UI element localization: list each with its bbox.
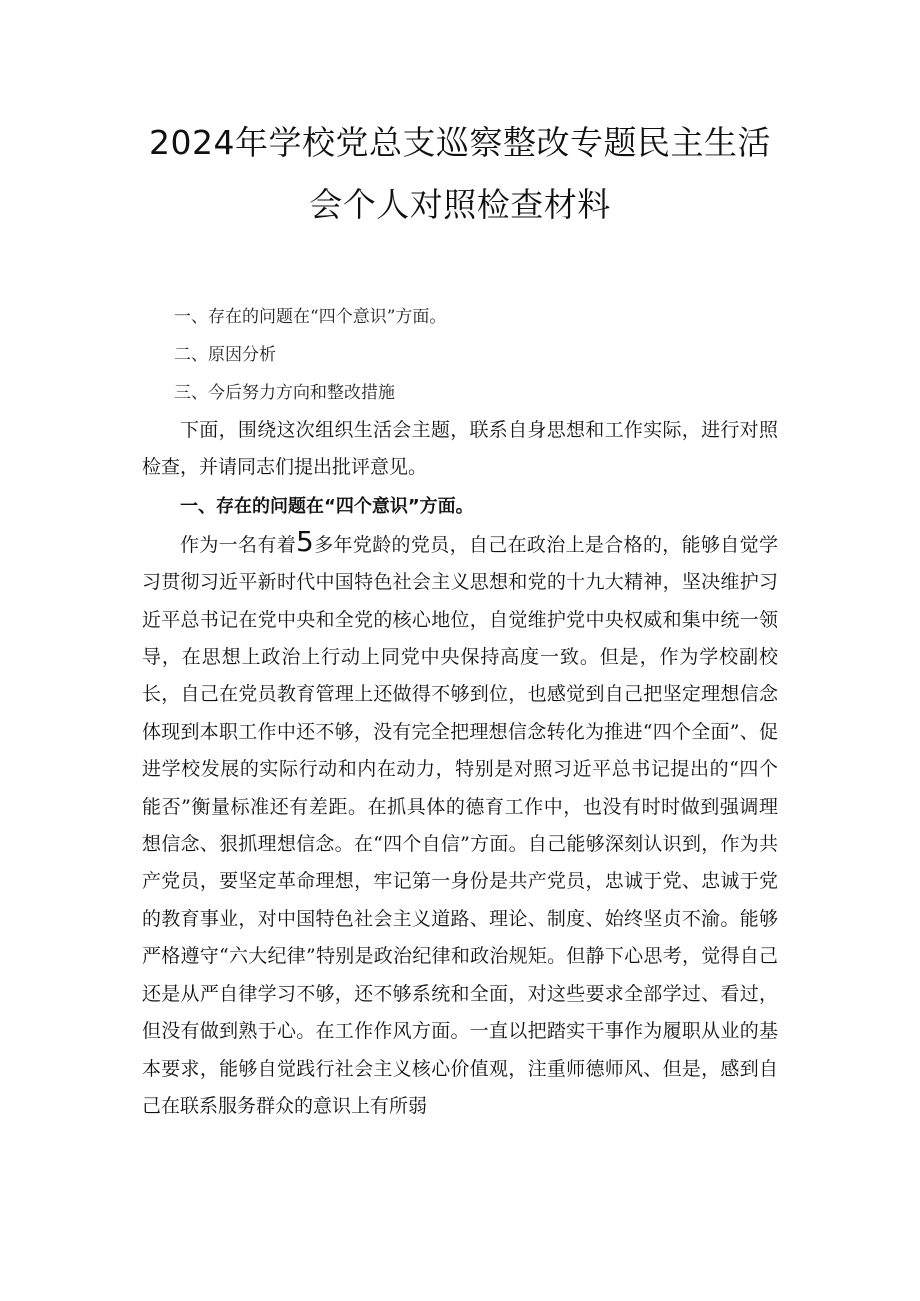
- section-1-body: [142, 524, 778, 1126]
- outline-item-2: 二、原因分析: [174, 345, 276, 365]
- outline-item-1: 一、存在的问题在“四个意识”方面。: [174, 307, 447, 327]
- section-1-heading: 一、存在的问题在“四个意识”方面。: [180, 495, 474, 517]
- intro-paragraph: 下面，围绕这次组织生活会主题，联系自身思想和工作实际，进行对照检查，并请同志们提出批评意见。: [142, 419, 778, 479]
- title-line-1: 2024年学校党总支巡察整改专题民主生活: [149, 123, 771, 162]
- title-line-2: 会个人对照检查材料: [309, 185, 611, 224]
- section-1-body-prefix: 作为一名有着: [180, 533, 297, 556]
- party-years-number: 5: [296, 524, 314, 558]
- outline-list: [142, 298, 778, 412]
- section-1-body-text: 多年党龄的党员，自己在政治上是合格的，能够自觉学习贯彻习近平新时代中国特色社会主义思想和党的十九大精神，坚决维护习近平总书记在党中央和全党的核心地位，自觉维护党中央权威和集中统一领导，在思想上政治上行动上同党中央保持高度一致。但是，作为学校副校长，自己在党员教育管理上还做得不够到位，也感觉到自己把坚定理想信念体现到本职工作中还不够，没有完全把理想信念转化为推进“四个全面”、促进学校发展的实际行动和内在动力，特别是对照习近平总书记提出的“四个能否”衡量标准还有差距。在抓具体的德育工作中，也没有时时做到强调理想信念、狠抓理想信念。在“四个自信”方面。自己能够深刻认识到，作为共产党员，要坚定革命理想，牢记第一身份是共产党员，忠诚于党、忠诚于党的教育事业，对中国特色社会主义道路、理论、制度、始终坚贞不渝。能够严格遵守“六大纪律”特别是政治纪律和政治规矩。但静下心思考，觉得自己还是从严自律学习不够，还不够系统和全面，对这些要求全部学过、看过，但没有做到熟于心。在工作作风方面。一直以把踏实干事作为履职从业的基本要求，能够自觉践行社会主义核心价值观，注重师德师风、但是，感到自己在联系服务群众的意识上有所弱: [142, 533, 778, 1117]
- document-title: [142, 0, 778, 236]
- outline-item-3: 三、今后努力方向和整改措施: [174, 383, 395, 403]
